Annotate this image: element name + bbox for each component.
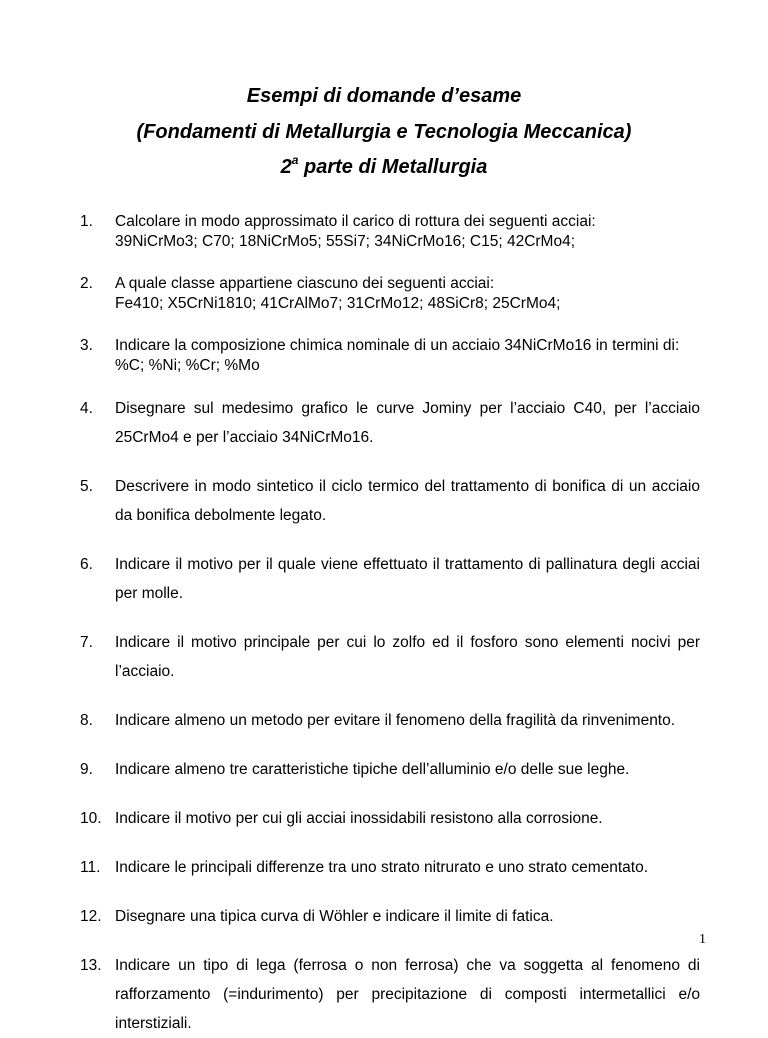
question-text: Indicare il motivo per cui gli acciai inossidabili resistono alla corrosione.: [115, 810, 603, 827]
question-number: 13.: [80, 957, 102, 974]
question-text: Indicare il motivo principale per cui lo zolfo ed il fosforo sono elementi nocivi per l’acciaio.: [115, 634, 700, 680]
question-13: [80, 951, 700, 1038]
question-number: 5.: [80, 478, 93, 495]
title-ordinal-superscript: a: [291, 153, 299, 167]
title-line-3: [0, 155, 768, 179]
question-text: Descrivere in modo sintetico il ciclo termico del trattamento di bonifica di un acciaio da bonifica debolmente legato.: [115, 478, 700, 524]
question-1: [80, 207, 700, 253]
question-12: [80, 902, 700, 931]
question-2: [80, 269, 700, 315]
question-6: [80, 550, 700, 608]
question-5: [80, 472, 700, 530]
question-number: 1.: [80, 213, 93, 230]
question-text: Indicare un tipo di lega (ferrosa o non ferrosa) che va soggetta al fenomeno di rafforzamento (=indurimento) per precipitazione di composti intermetallici e/o interstiziali.: [115, 957, 700, 1032]
question-text: Calcolare in modo approssimato il carico di rottura dei seguenti acciai:: [115, 213, 596, 230]
question-9: [80, 755, 700, 784]
question-text: Disegnare una tipica curva di Wöhler e indicare il limite di fatica.: [115, 908, 554, 925]
question-number: 2.: [80, 275, 93, 292]
page-number: 1: [699, 932, 706, 947]
question-10: [80, 804, 700, 833]
question-text: Indicare la composizione chimica nominale di un acciaio 34NiCrMo16 in termini di:: [115, 337, 680, 354]
question-number: 12.: [80, 908, 102, 925]
question-text: Indicare il motivo per il quale viene effettuato il trattamento di pallinatura degli acciai per molle.: [115, 556, 700, 602]
question-steel-list: Fe410; X5CrNi1810; 41CrAlMo7; 31CrMo12; 48SiCr8; 25CrMo4;: [115, 295, 561, 312]
title-line-1: Esempi di domande d’esame: [246, 85, 522, 107]
question-number: 11.: [80, 859, 101, 876]
question-number: 4.: [80, 400, 93, 417]
question-number: 8.: [80, 712, 93, 729]
question-text: Disegnare sul medesimo grafico le curve Jominy per l’acciaio C40, per l’acciaio 25CrMo4 e per l’acciaio 34NiCrMo16.: [115, 400, 700, 446]
question-4: [80, 394, 700, 452]
question-text: A quale classe appartiene ciascuno dei seguenti acciai:: [115, 275, 495, 292]
title-ordinal: 2: [280, 156, 292, 178]
question-number: 6.: [80, 556, 93, 573]
question-text: Indicare almeno un metodo per evitare il fenomeno della fragilità da rinvenimento.: [115, 712, 676, 729]
question-text: Indicare le principali differenze tra uno strato nitrurato e uno strato cementato.: [115, 859, 649, 876]
question-7: [80, 628, 700, 686]
title-line-2: (Fondamenti di Metallurgia e Tecnologia Meccanica): [136, 121, 632, 143]
question-steel-list: 39NiCrMo3; C70; 18NiCrMo5; 55Si7; 34NiCrMo16; C15; 42CrMo4;: [115, 233, 576, 250]
question-number: 10.: [80, 810, 102, 827]
question-number: 7.: [80, 634, 93, 651]
question-composition-list: %C; %Ni; %Cr; %Mo: [115, 357, 260, 374]
question-11: [80, 853, 700, 882]
question-number: 9.: [80, 761, 93, 778]
question-8: [80, 706, 700, 735]
question-number: 3.: [80, 337, 93, 354]
question-text: Indicare almeno tre caratteristiche tipiche dell’alluminio e/o delle sue leghe.: [115, 761, 630, 778]
title-line-3-rest: parte di Metallurgia: [298, 156, 488, 178]
question-3: [80, 331, 700, 377]
